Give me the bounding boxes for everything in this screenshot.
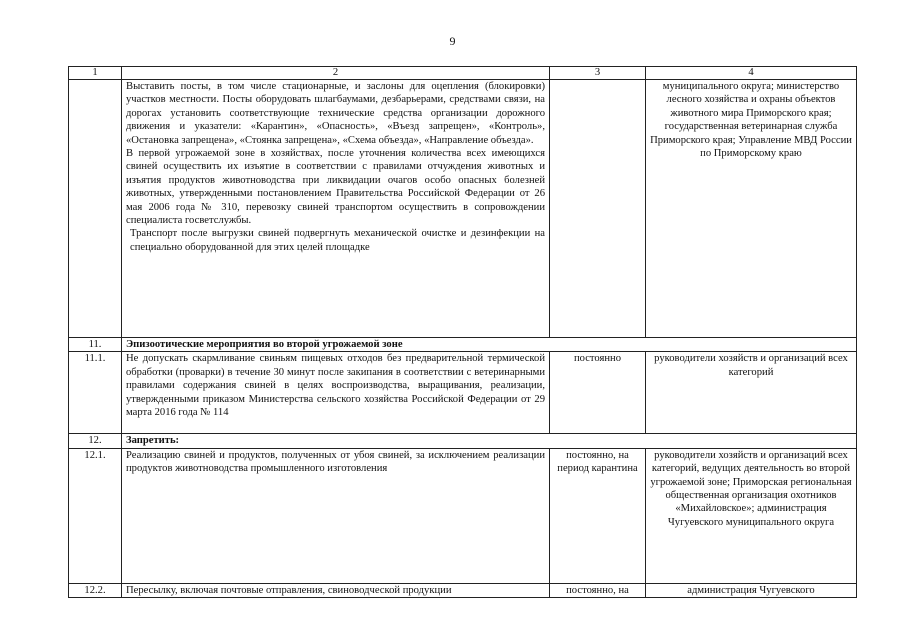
measure-paragraph: Транспорт после выгрузки свиней подвергнуть механической очистке и дезинфекции на специально оборудованной для этих целей площадке <box>130 228 545 253</box>
table-row <box>69 448 857 583</box>
measure-paragraph: Выставить посты, в том числе стационарные, и заслоны для оцепления (блокировки) участков местности. Посты оборудовать шлагбаумами, дезбарьерами, средствами связи, на дорогах установить соответствующие технические средства организации дорожного движения и указатели: «Карантин», «Опасность», «Въезд запрещен», «Контроль», «Остановка запрещена», «Стоянка запрещена», «Схема объезда», «Направление объезда». <box>126 81 545 146</box>
row-number: 12.2. <box>69 583 122 597</box>
term-cell: постоянно, на <box>550 583 646 597</box>
term-cell <box>550 80 646 338</box>
section-heading: Запретить: <box>122 434 857 448</box>
table-row <box>69 583 857 597</box>
page-number: 9 <box>449 34 456 48</box>
responsible-cell: руководители хозяйств и организаций всех категорий, ведущих деятельность во второй угрожаемой зоне; Приморская региональная общественная организация охотников «Михайловское»; администрация Чугуевского муниципального округа <box>646 448 857 583</box>
section-row <box>69 434 857 448</box>
row-number: 11. <box>69 338 122 352</box>
responsible-cell: администрация Чугуевского <box>646 583 857 597</box>
measure-paragraph: В первой угрожаемой зоне в хозяйствах, после уточнения количества всех имеющихся свиней осуществить их изъятие в соответствии с правилами отчуждения животных и изъятия продуктов животноводства при ликвидации очагов особо опасных болезней животных, утвержденными постановлением Правительства Российской Федерации от 26 мая 2006 года № 310, перевозку свиней транспортом осуществить в сопровождении специалиста госветслужбы. <box>126 148 545 227</box>
row-number <box>69 80 122 338</box>
section-heading: Эпизоотические мероприятия во второй угрожаемой зоне <box>122 338 857 352</box>
table-header-row <box>69 67 857 80</box>
measure-text <box>122 583 550 597</box>
column-header: 3 <box>550 67 646 80</box>
column-header: 2 <box>122 67 550 80</box>
table-row <box>69 80 857 338</box>
measure-text <box>122 80 550 338</box>
measure-text <box>122 352 550 434</box>
measures-table <box>68 66 857 598</box>
measure-paragraph: Реализацию свиней и продуктов, полученных от убоя свиней, за исключением реализации продуктов животноводства промышленного изготовления <box>126 449 545 475</box>
column-header: 1 <box>69 67 122 80</box>
column-header: 4 <box>646 67 857 80</box>
row-number: 12. <box>69 434 122 448</box>
measure-paragraph: Пересылку, включая почтовые отправления, свиноводческой продукции <box>126 584 452 596</box>
table-row <box>69 352 857 434</box>
term-cell: постоянно, на период карантина <box>550 448 646 583</box>
row-number: 12.1. <box>69 448 122 583</box>
term-cell: постоянно <box>550 352 646 434</box>
measure-paragraph: Не допускать скармливание свиньям пищевых отходов без предварительной термической обработки (проварки) в течение 30 минут после закипания в соответствии с ветеринарными правилами содержания свиней в целях воспроизводства, выращивания, реализации, утвержденными приказом Министерства сельского хозяйства Российской Федерации от 29 марта 2016 года № 114 <box>126 353 545 419</box>
section-row <box>69 338 857 352</box>
measure-text <box>122 448 550 583</box>
responsible-cell: муниципального округа; министерство лесного хозяйства и охраны объектов животного мира Приморского края; государственная ветеринарная служба Приморского края; Управление МВД России по Приморскому краю <box>646 80 857 338</box>
row-number: 11.1. <box>69 352 122 434</box>
responsible-cell: руководители хозяйств и организаций всех категорий <box>646 352 857 434</box>
